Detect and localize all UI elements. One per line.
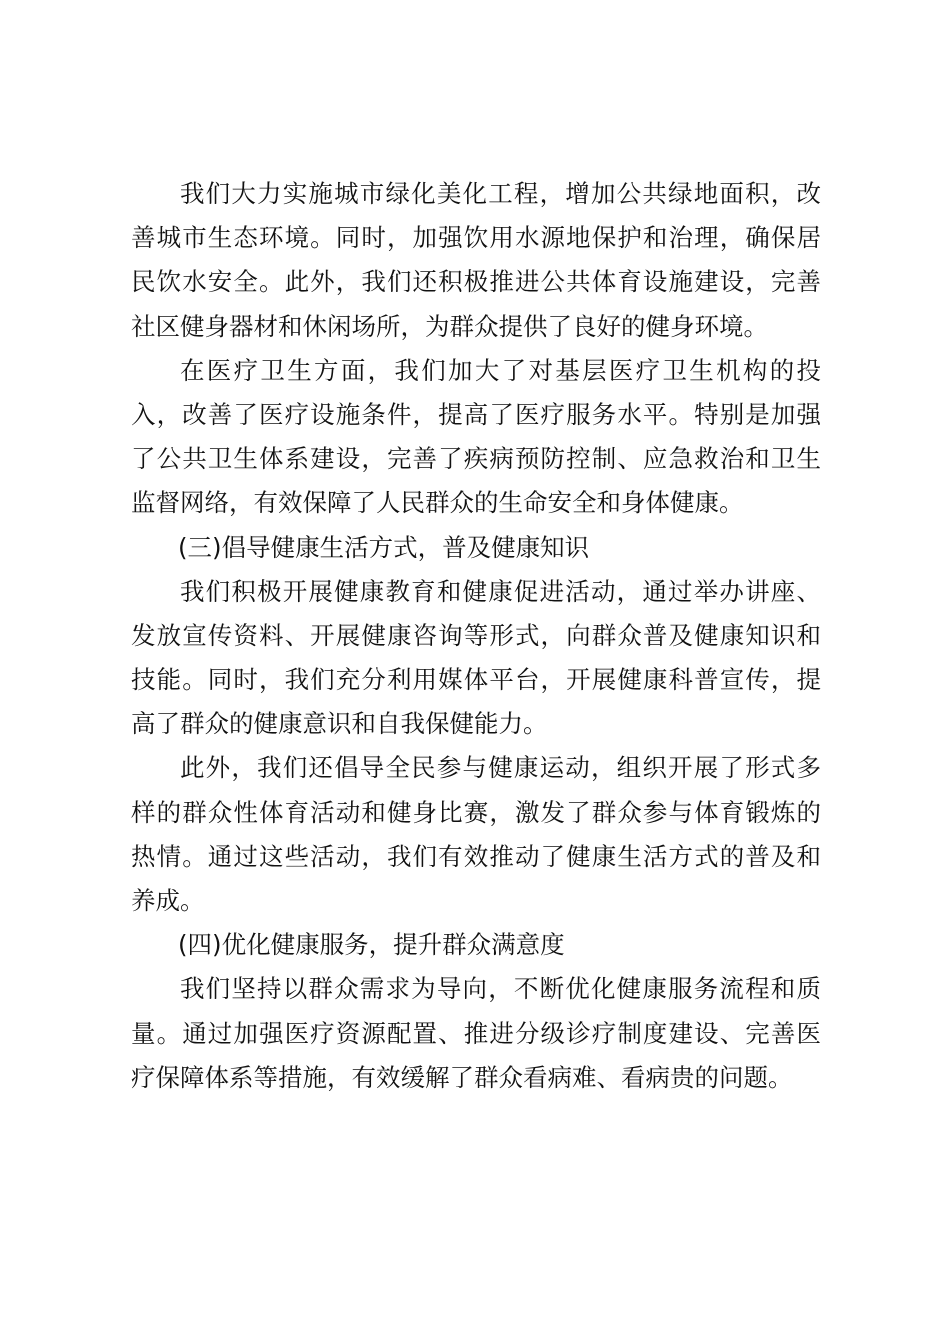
paragraph-service-line-2: 量。通过加强医疗资源配置、推进分级诊疗制度建设、完善医 [131,1018,821,1048]
paragraph-medical-line-2: 入，改善了医疗设施条件，提高了医疗服务水平。特别是加强 [131,399,821,429]
section-heading-3: (三)倡导健康生活方式，普及健康知识 [178,532,590,562]
paragraph-education-line-4: 高了群众的健康意识和自我保健能力。 [131,709,548,739]
paragraph-greening-line-2: 善城市生态环境。同时，加强饮用水源地保护和治理，确保居 [131,223,821,253]
paragraph-medical-line-3: 了公共卫生体系建设，完善了疾病预防控制、应急救治和卫生 [131,444,821,474]
paragraph-exercise-line-2: 样的群众性体育活动和健身比赛，激发了群众参与体育锻炼的 [131,797,821,827]
paragraph-service-line-3: 疗保障体系等措施，有效缓解了群众看病难、看病贵的问题。 [131,1062,793,1092]
paragraph-medical-line-4: 监督网络，有效保障了人民群众的生命安全和身体健康。 [131,488,744,518]
paragraph-greening-line-3: 民饮水安全。此外，我们还积极推进公共体育设施建设，完善 [131,267,821,297]
paragraph-education-line-1: 我们积极开展健康教育和健康促进活动，通过举办讲座、 [180,576,821,606]
paragraph-education-line-2: 发放宣传资料、开展健康咨询等形式，向群众普及健康知识和 [131,620,821,650]
section-heading-4: (四)优化健康服务，提升群众满意度 [178,930,565,960]
document-body [131,172,821,1100]
paragraph-service-line-1: 我们坚持以群众需求为导向，不断优化健康服务流程和质 [180,974,821,1004]
paragraph-exercise-line-1: 此外，我们还倡导全民参与健康运动，组织开展了形式多 [180,753,821,783]
paragraph-greening-line-4: 社区健身器材和休闲场所，为群众提供了良好的健身环境。 [131,311,768,341]
paragraph-education-line-3: 技能。同时，我们充分利用媒体平台，开展健康科普宣传，提 [131,665,821,695]
paragraph-medical-line-1: 在医疗卫生方面，我们加大了对基层医疗卫生机构的投 [180,355,821,385]
paragraph-exercise-line-3: 热情。通过这些活动，我们有效推动了健康生活方式的普及和 [131,841,821,871]
paragraph-greening-line-1: 我们大力实施城市绿化美化工程，增加公共绿地面积，改 [180,179,821,208]
paragraph-exercise-line-4: 养成。 [131,886,205,915]
